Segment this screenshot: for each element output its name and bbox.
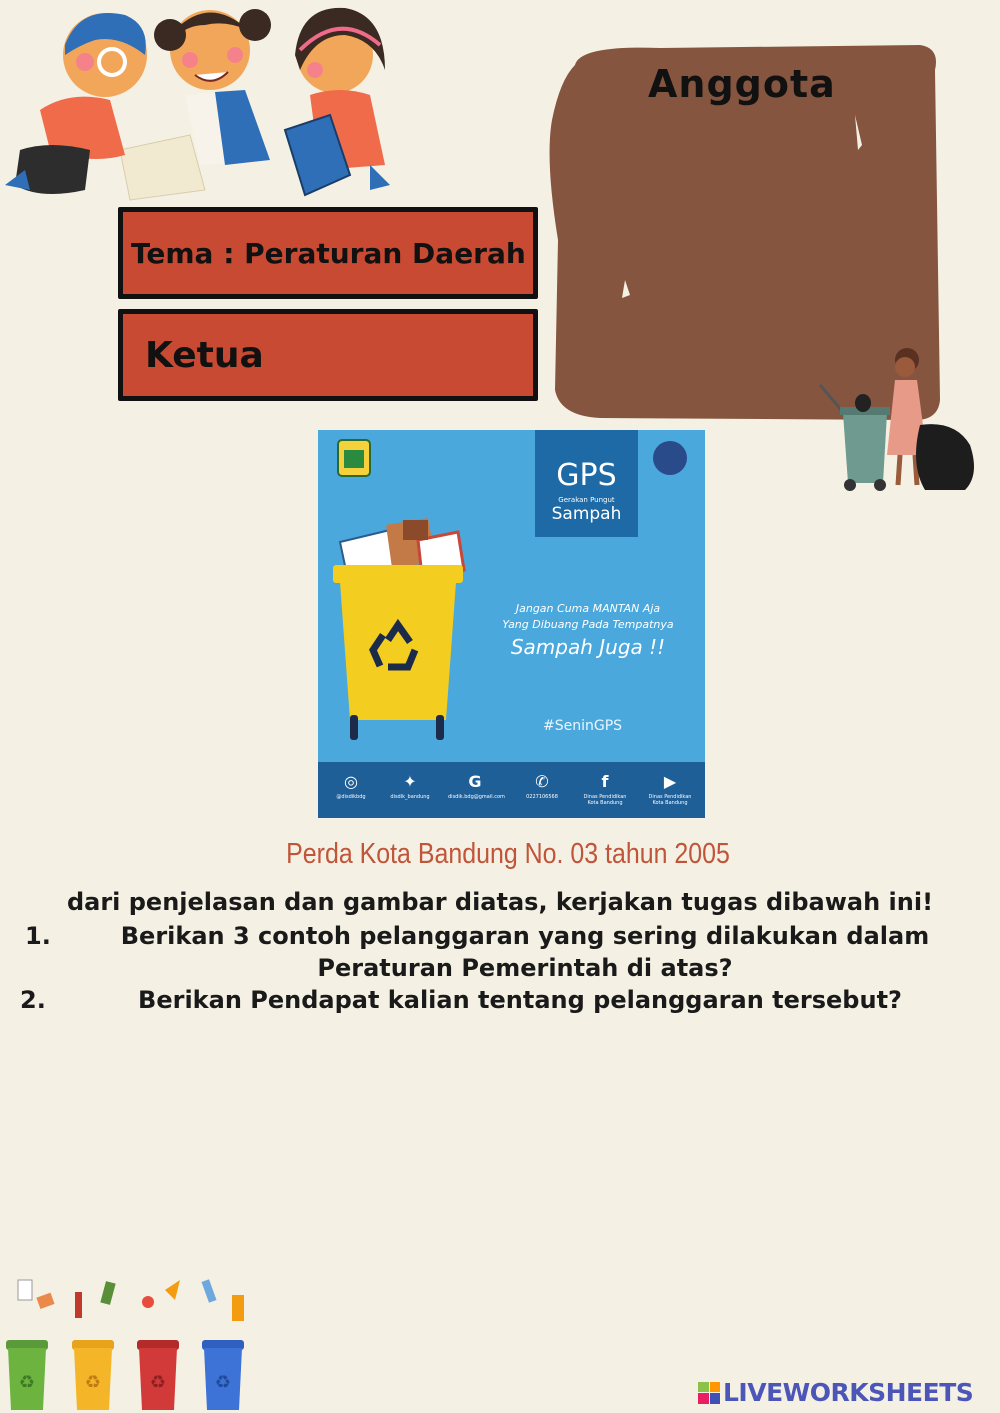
social-twitter — [383, 772, 437, 800]
blue-bin-icon — [202, 1340, 244, 1410]
gps-sampah: Sampah — [551, 504, 622, 524]
question-2-number: 2. — [20, 986, 46, 1014]
question-1-text: Berikan 3 contoh pelanggaran yang sering dilakukan dalam Peraturan Pemerintah di atas? — [120, 922, 930, 982]
gps-title: GPS — [556, 458, 617, 493]
youtube-icon: ▶ — [663, 772, 677, 791]
svg-text:♻: ♻ — [149, 1372, 167, 1393]
social-facebook — [578, 772, 632, 806]
instructions-intro: dari penjelasan dan gambar diatas, kerjakan tugas dibawah ini! — [66, 888, 934, 916]
question-1-number: 1. — [25, 922, 51, 950]
social-google — [448, 772, 505, 800]
social-text: Dinas Pendidikan Kota Bandung — [648, 794, 692, 806]
slogan-line-3: Sampah Juga !! — [510, 635, 666, 659]
social-text: 0227106568 — [526, 794, 558, 800]
gps-poster — [318, 430, 705, 818]
svg-text:♻: ♻ — [214, 1372, 232, 1393]
tema-label: Tema : Peraturan Daerah — [131, 236, 526, 270]
slogan-line-1: Jangan Cuma MANTAN Aja — [515, 602, 661, 615]
red-bin-icon — [137, 1340, 179, 1410]
gps-subtitle: Gerakan Pungut — [558, 496, 615, 504]
yellow-bin-icon — [72, 1340, 114, 1410]
facebook-icon: f — [601, 772, 609, 791]
poster-social-bar — [318, 762, 705, 818]
phone-icon: ✆ — [535, 772, 549, 791]
ketua-label: Ketua — [145, 334, 264, 376]
social-youtube — [643, 772, 697, 806]
liveworksheets-logo — [698, 1378, 973, 1407]
svg-text:♻: ♻ — [84, 1372, 102, 1393]
social-instagram — [324, 772, 378, 800]
social-text: Dinas Pendidikan Kota Bandung — [583, 794, 627, 806]
poster-hashtag: #SeninGPS — [543, 718, 623, 734]
slogan-line-2: Yang Dibuang Pada Tempatnya — [502, 618, 674, 631]
ketua-box — [118, 309, 538, 401]
twitter-icon: ✦ — [403, 772, 417, 791]
social-phone — [515, 772, 569, 800]
children-illustration — [0, 0, 400, 205]
question-2-text: Berikan Pendapat kalian tentang pelanggaran tersebut? — [138, 986, 902, 1014]
anggota-label: Anggota — [648, 62, 836, 106]
liveworksheets-mark-icon — [698, 1382, 720, 1404]
girl-with-trash-bin-illustration — [815, 345, 980, 495]
perda-title: Perda Kota Bandung No. 03 tahun 2005 — [286, 838, 730, 870]
social-text: @disdikbdg — [336, 794, 366, 800]
recycling-bins-illustration — [0, 1270, 260, 1413]
google-icon: G — [468, 772, 482, 791]
tema-box — [118, 207, 538, 299]
gps-panel — [535, 430, 638, 537]
green-bin-icon — [6, 1340, 48, 1410]
liveworksheets-text: LIVEWORKSHEETS — [723, 1378, 974, 1407]
social-text: disdik.bdg@gmail.com — [448, 794, 505, 800]
instagram-icon: ◎ — [344, 772, 358, 791]
svg-text:♻: ♻ — [18, 1372, 36, 1393]
social-text: disdik_bandung — [390, 794, 430, 800]
